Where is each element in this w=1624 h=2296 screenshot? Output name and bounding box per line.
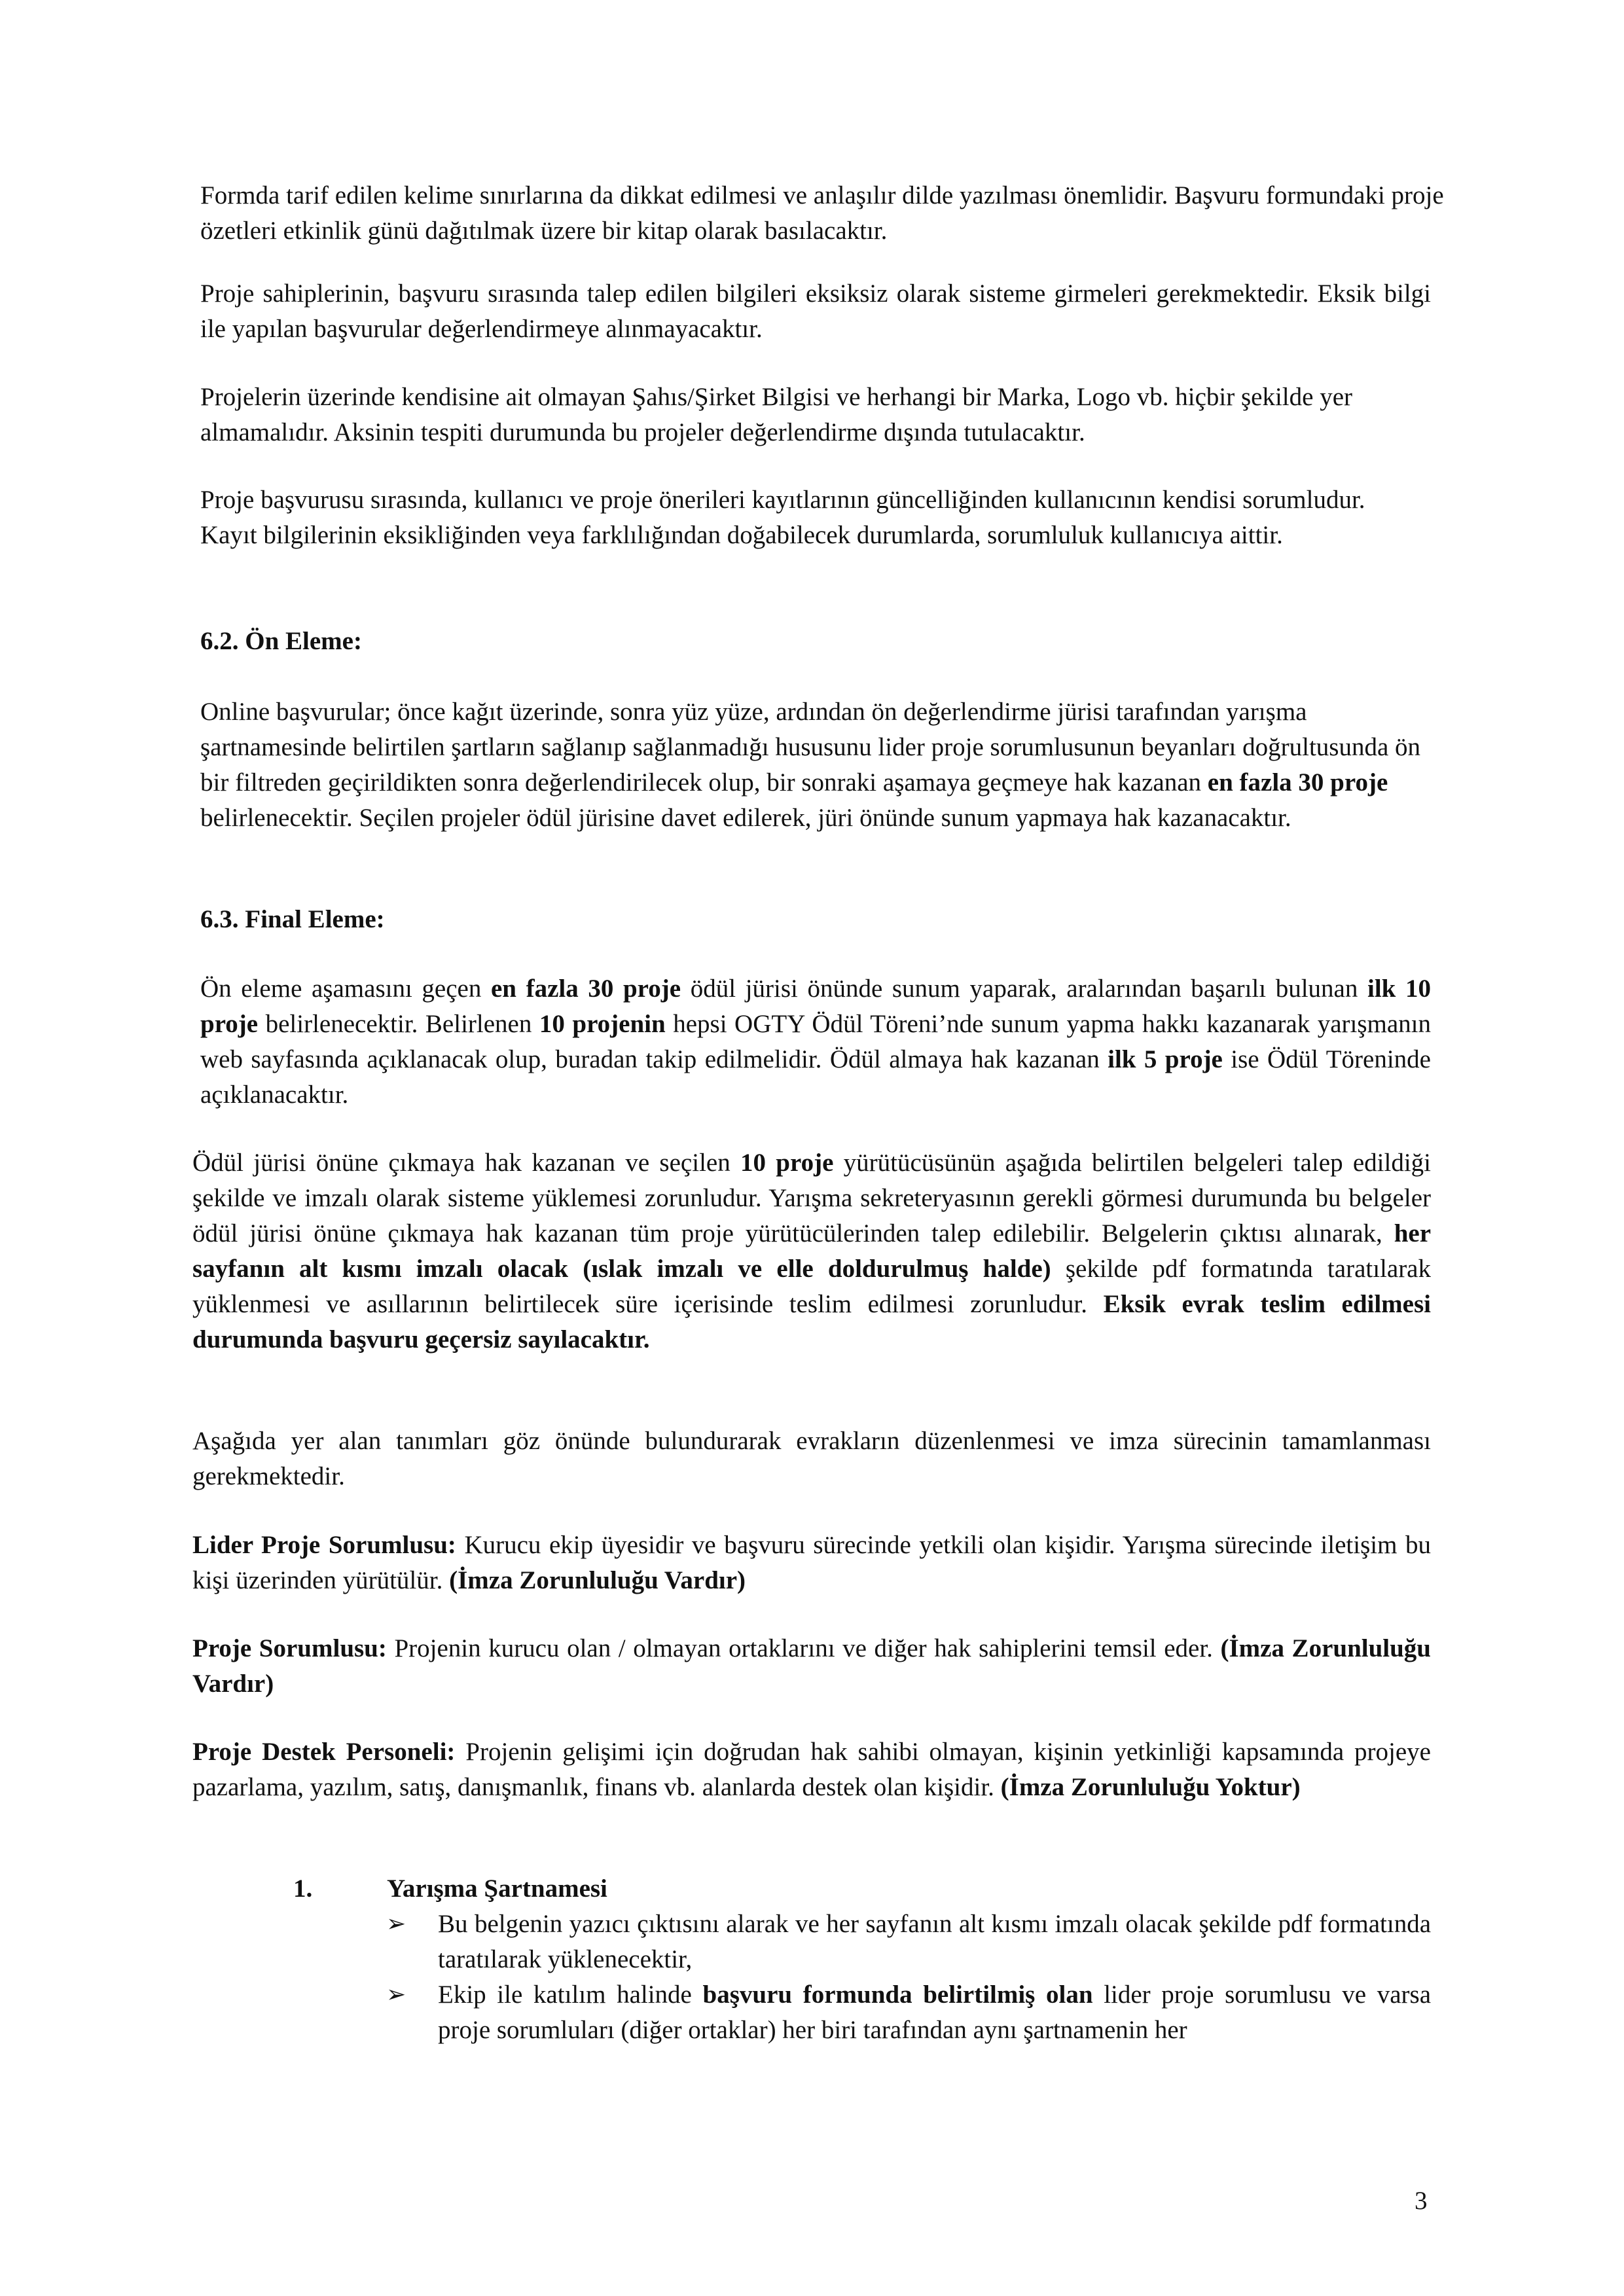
paragraph-required-info: Proje sahiplerinin, başvuru sırasında talep edilen bilgileri eksiksiz olarak sisteme girmeleri gerekmektedir. Eksik bilgi ile yapılan başvurular değerlendirmeye alınmayacaktır. bbox=[200, 279, 1431, 343]
paragraph-required-documents bbox=[192, 1145, 1431, 1357]
final-text-d: hepsi OGTY Ödül Töreni’nde sunum yapma hakkı kazanarak yarışmanın web sayfasında açıklanacak olup, buradan takip edilmelidir. Ödül almaya hak kazanan bbox=[200, 1010, 1431, 1073]
arrow-bullet-icon: ➢ bbox=[386, 1910, 406, 1937]
definition-lead-project-owner bbox=[192, 1528, 1431, 1598]
final-bold-b: ilk 10 proje bbox=[200, 975, 1431, 1038]
definition-text: Projenin kurucu olan / olmayan ortaklarını ve diğer hak sahiplerini temsil eder. bbox=[386, 1634, 1221, 1662]
section-heading-final-elimination: 6.3. Final Eleme: bbox=[200, 905, 385, 933]
documents-text-c: şekilde pdf formatında taratılarak yüklenmesi ve asıllarının belirtilecek süre içerisinde teslim edilmesi zorunludur. bbox=[192, 1255, 1431, 1318]
documents-text-a: Ödül jürisi önüne çıkmaya hak kazanan ve seçilen bbox=[192, 1149, 740, 1177]
bullet-text-b: lider proje sorumlusu ve varsa proje sorumluları (diğer ortaklar) her biri tarafından aynı şartnamenin her bbox=[438, 1981, 1431, 2044]
arrow-bullet-icon: ➢ bbox=[386, 1981, 406, 2008]
definition-text: Kurucu ekip üyesidir ve başvuru sürecinde yetkili olan kişidir. Yarışma sürecinde iletişim bu kişi üzerinden yürütülür. bbox=[192, 1531, 1431, 1594]
definition-project-owner bbox=[192, 1631, 1431, 1702]
final-text-c: belirlenecektir. Belirlenen bbox=[258, 1010, 539, 1038]
final-bold-d: ilk 5 proje bbox=[1108, 1045, 1223, 1073]
definition-term: Proje Destek Personeli: bbox=[192, 1738, 456, 1766]
pre-elimination-text-b: belirlenecektir. Seçilen projeler ödül jürisine davet edilerek, jüri önünde sunum yapmaya hak kazanacaktır. bbox=[200, 804, 1291, 832]
final-bold-c: 10 projenin bbox=[539, 1010, 666, 1038]
documents-bold-c: Eksik evrak teslim edilmesi durumunda başvuru geçersiz sayılacaktır. bbox=[192, 1290, 1431, 1354]
paragraph-definitions-intro: Aşağıda yer alan tanımları göz önünde bulundurarak evrakların düzenlenmesi ve imza sürecinin tamamlanması gerekmektedir. bbox=[192, 1427, 1431, 1490]
definition-project-support-staff bbox=[192, 1734, 1431, 1805]
bullet-item bbox=[438, 1977, 1431, 2048]
list-item-title: Yarışma Şartnamesi bbox=[387, 1874, 607, 1903]
bullet-item bbox=[438, 1907, 1431, 1977]
list-item-number: 1. bbox=[293, 1874, 313, 1903]
paragraph-pre-elimination bbox=[200, 694, 1431, 836]
paragraph-no-third-party-info: Projelerin üzerinde kendisine ait olmayan Şahıs/Şirket Bilgisi ve herhangi bir Marka, Logo vb. hiçbir şekilde yer almamalıdır. Aksinin tespiti durumunda bu projeler değerlendirme dışında tutulacaktır. bbox=[200, 383, 1352, 446]
page-number: 3 bbox=[1415, 2187, 1428, 2215]
final-text-a: Ön eleme aşamasını geçen bbox=[200, 975, 491, 1003]
final-text-b: ödül jürisi önünde sunum yaparak, aralarından başarılı bulunan bbox=[681, 975, 1367, 1003]
pre-elimination-text-a: Online başvurular; önce kağıt üzerinde, sonra yüz yüze, ardından ön değerlendirme jürisi tarafından yarışma şartnamesinde belirtilen şartların sağlanıp sağlanmadığı hususunu lider proje sorumlusunun beyanları doğrultusunda ön bir filtreden geçirildikten sonra değerlendirilecek olup, bir sonraki aşamaya geçmeye hak kazanan bbox=[200, 698, 1421, 797]
bullet-text: Bu belgenin yazıcı çıktısını alarak ve her sayfanın alt kısmı imzalı olacak şekilde pdf formatında taratılarak yüklenecektir, bbox=[438, 1910, 1431, 1973]
final-bold-a: en fazla 30 proje bbox=[490, 975, 681, 1003]
final-text-e: ise Ödül Töreninde açıklanacaktır. bbox=[200, 1045, 1431, 1109]
paragraph-user-responsibility: Proje başvurusu sırasında, kullanıcı ve proje önerileri kayıtlarının güncelliğinden kullanıcının kendisi sorumludur. Kayıt bilgilerinin eksikliğinden veya farklılığından doğabilecek durumlarda, sorumluluk kullanıcıya aittir. bbox=[200, 486, 1365, 549]
paragraph-final-elimination bbox=[200, 971, 1431, 1113]
definition-term: Lider Proje Sorumlusu: bbox=[192, 1531, 456, 1559]
documents-bold-a: 10 proje bbox=[740, 1149, 834, 1177]
bullet-text-a: Ekip ile katılım halinde bbox=[438, 1981, 703, 2009]
definition-text: Projenin gelişimi için doğrudan hak sahibi olmayan, kişinin yetkinliği kapsamında projeye pazarlama, yazılım, satış, danışmanlık, finans vb. alanlarda destek olan kişidir. bbox=[192, 1738, 1431, 1801]
documents-bold-b: her sayfanın alt kısmı imzalı olacak (ıslak imzalı ve elle doldurulmuş halde) bbox=[192, 1219, 1431, 1283]
documents-text-b: yürütücüsünün aşağıda belirtilen belgeleri talep edildiği şekilde ve imzalı olarak sisteme yüklemesi zorunludur. Yarışma sekreteryasının gerekli görmesi durumunda bu belgeler ödül jürisi önüne çıkmaya hak kazanan tüm proje yürütücülerinden talep edilebilir. Belgelerin çıktısı alınarak, bbox=[192, 1149, 1432, 1247]
definition-signature-note: (İmza Zorunluluğu Vardır) bbox=[192, 1634, 1432, 1698]
definition-term: Proje Sorumlusu: bbox=[192, 1634, 387, 1662]
bullet-bold: başvuru formunda belirtilmiş olan bbox=[702, 1981, 1093, 2009]
definition-signature-note: (İmza Zorunluluğu Yoktur) bbox=[1000, 1773, 1301, 1801]
pre-elimination-bold-count: en fazla 30 proje bbox=[1207, 768, 1388, 797]
paragraph-word-limits: Formda tarif edilen kelime sınırlarına da dikkat edilmesi ve anlaşılır dilde yazılması önemlidir. Başvuru formundaki proje özetleri etkinlik günü dağıtılmak üzere bir kitap olarak basılacaktır. bbox=[200, 181, 1444, 245]
section-heading-pre-elimination: 6.2. Ön Eleme: bbox=[200, 627, 362, 655]
definition-signature-note: (İmza Zorunluluğu Vardır) bbox=[449, 1566, 746, 1594]
